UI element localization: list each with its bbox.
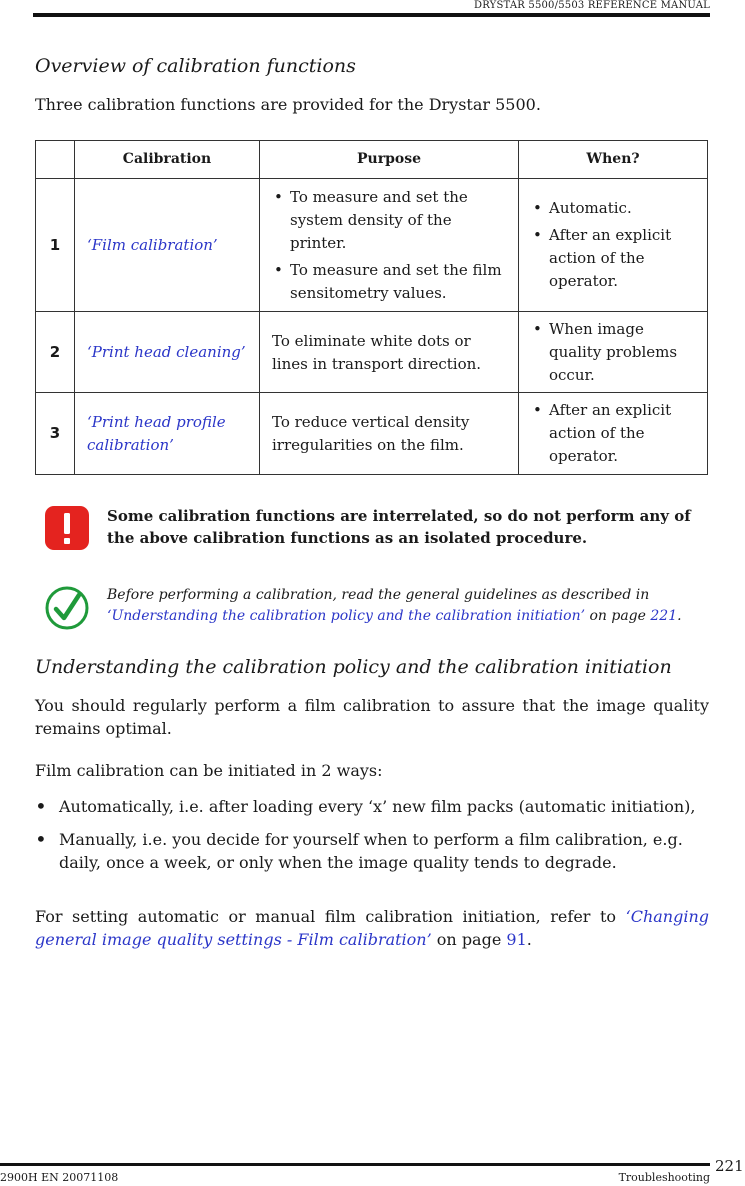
intro-paragraph: Three calibration functions are provided for the Drystar 5500. — [35, 95, 541, 114]
table-header-cell: Purpose — [260, 141, 519, 179]
header-rule — [33, 13, 710, 17]
row-number: 1 — [36, 179, 75, 312]
row-number: 3 — [36, 393, 75, 475]
page-ref-link[interactable]: 221 — [650, 608, 678, 624]
table-row — [36, 312, 708, 393]
when-list — [531, 318, 697, 387]
table-header-cell: When? — [519, 141, 708, 179]
table-header-cell — [36, 141, 75, 179]
film-calibration-link[interactable]: ‘Film calibration’ — [87, 235, 218, 254]
print-head-cleaning-link[interactable]: ‘Print head cleaning’ — [87, 342, 246, 361]
tip-note: Before performing a calibration, read the general guidelines as described in ‘Understanding the calibration policy and the calibration initiation’ on page 221. — [107, 587, 682, 624]
list-item: • Automatic. — [531, 197, 697, 220]
purpose-text: To eliminate white dots or lines in transport direction. — [260, 312, 519, 393]
running-header: DRYSTAR 5500/5503 REFERENCE MANUAL — [474, 0, 710, 11]
document-id: 2900H EN 20071108 — [0, 1171, 119, 1184]
footer-rule — [0, 1163, 710, 1166]
chapter-name: Troubleshooting — [618, 1171, 710, 1184]
purpose-text: To reduce vertical density irregularities on the film. — [260, 393, 519, 475]
changing-settings-link[interactable]: ‘Changing general image quality settings - Film calibration’ — [35, 907, 709, 949]
when-list — [531, 197, 697, 293]
table-row — [36, 393, 708, 475]
list-item: • To measure and set the system density of the printer. — [272, 186, 508, 255]
table-header-cell: Calibration — [75, 141, 260, 179]
table-row — [36, 179, 708, 312]
understanding-calibration-link[interactable]: ‘Understanding the calibration policy and the calibration initiation’ — [107, 608, 586, 624]
list-item: • Automatically, i.e. after loading every ‘x’ new film packs (automatic initiation), — [35, 795, 709, 818]
page-ref-link[interactable]: 91 — [506, 930, 527, 949]
list-item: • When image quality problems occur. — [531, 318, 697, 387]
exclamation-icon — [45, 506, 89, 550]
list-item: • After an explicit action of the operator. — [531, 399, 697, 468]
initiation-list — [35, 795, 709, 874]
section-heading-understanding: Understanding the calibration policy and the calibration initiation — [35, 656, 672, 678]
table-header-row — [36, 141, 708, 179]
paragraph: You should regularly perform a film calibration to assure that the image quality remains optimal. — [35, 696, 709, 738]
when-list — [531, 399, 697, 468]
warning-note: Some calibration functions are interrelated, so do not perform any of the above calibration functions as an isolated procedure. — [107, 507, 691, 547]
section-heading-overview: Overview of calibration functions — [35, 55, 356, 77]
list-item: • After an explicit action of the operator. — [531, 224, 697, 293]
page-number: 221 — [715, 1157, 744, 1175]
list-item: • Manually, i.e. you decide for yourself when to perform a film calibration, e.g. daily, once a week, or only when the image quality tends to degrade. — [35, 828, 709, 874]
paragraph: For setting automatic or manual film calibration initiation, refer to ‘Changing general image quality settings - Film calibration’ on page 91. — [35, 907, 709, 949]
calibration-table — [35, 140, 708, 475]
checkmark-icon — [45, 586, 89, 630]
paragraph: Film calibration can be initiated in 2 ways: — [35, 761, 383, 780]
print-head-profile-link[interactable]: ‘Print head profile calibration’ — [87, 412, 226, 454]
row-number: 2 — [36, 312, 75, 393]
purpose-list — [272, 186, 508, 305]
list-item: • To measure and set the film sensitometry values. — [272, 259, 508, 305]
